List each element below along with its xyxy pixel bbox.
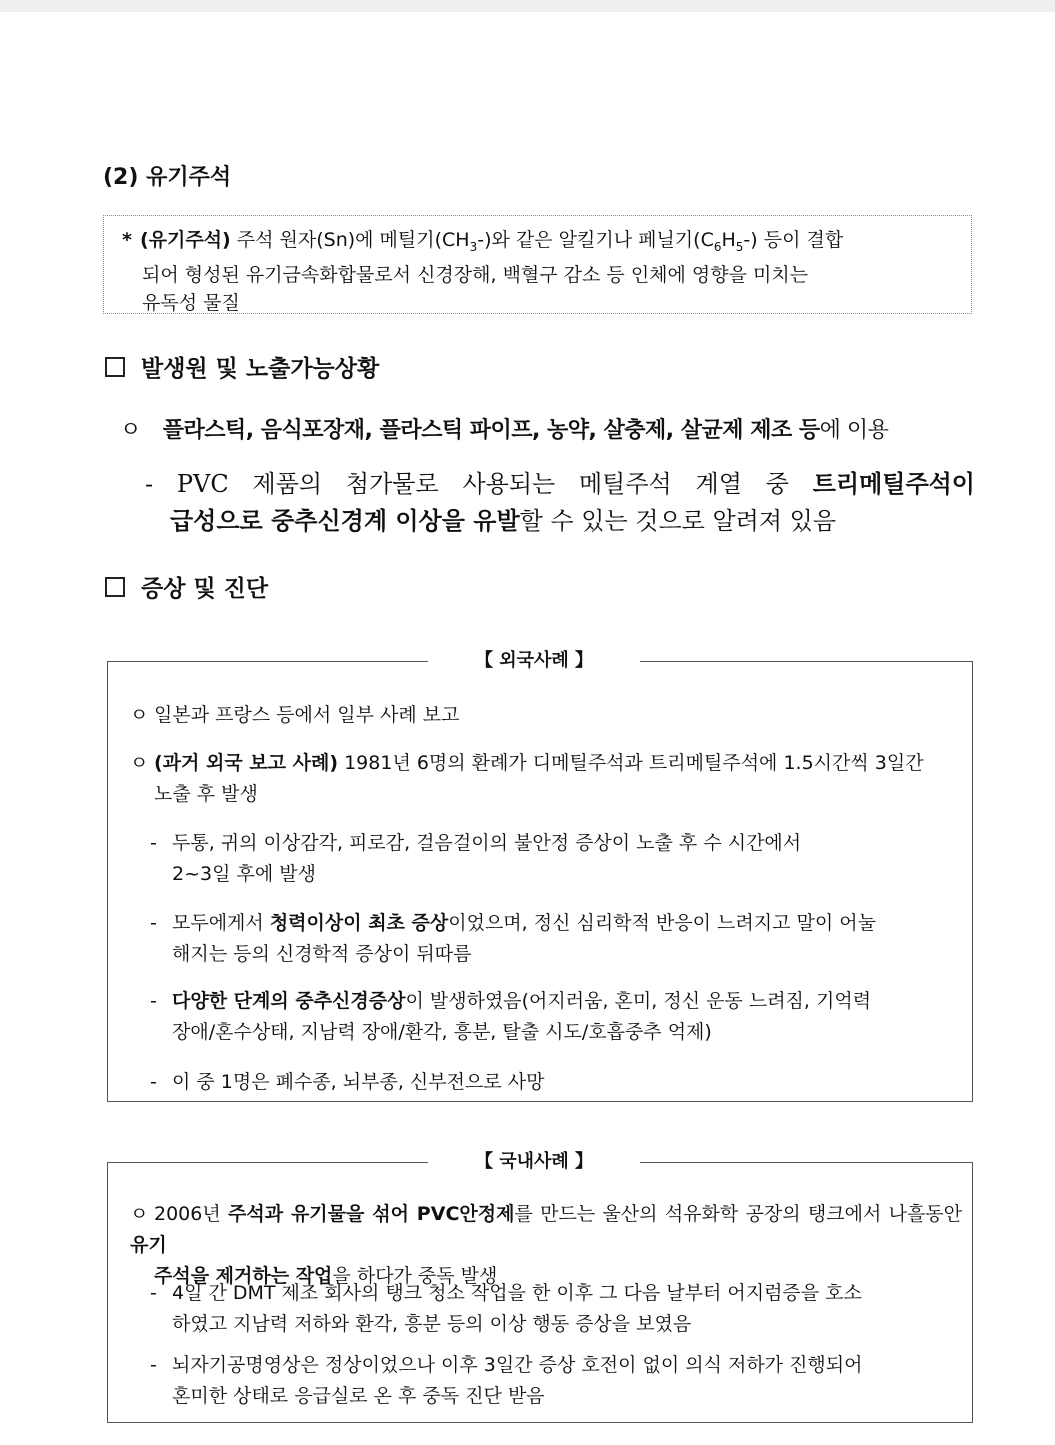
sources-dash-line-1: - PVC 제품의 첨가물로 사용되는 메틸주석 계열 중 트리메틸주석이 [145, 470, 975, 498]
domestic-dash-1: - 4일 간 DMT 제조 회사의 탱크 청소 작업을 한 이후 그 다음 날부터 어지럼증을 호소 하였고 지남력 저하와 환각, 흥분 등의 이상 행동 증상을 보였음 [150, 1282, 862, 1335]
domestic-case-label: 【 국내사례 】 [428, 1150, 640, 1174]
foreign-dash-2: - 모두에게서 청력이상이 최초 증상이었으며, 정신 심리학적 반응이 느려지고 말이 어눌 해지는 등의 신경학적 증상이 뒤따름 [150, 912, 876, 965]
foreign-dash-1: - 두통, 귀의 이상감각, 피로감, 걸음걸이의 불안정 증상이 노출 후 수 시간에서 2~3일 후에 발생 [150, 832, 802, 885]
domestic-dash-2: - 뇌자기공명영상은 정상이었으나 이후 3일간 증상 호전이 없이 의식 저하가 진행되어 혼미한 상태로 응급실로 온 후 중독 진단 받음 [150, 1354, 863, 1407]
definition-line-1: * (유기주석) 주석 원자(Sn)에 메틸기$(CH_3-)$와 같은 알킬기나 페닐기$(C_6H_5-)$ 등이 결합 [122, 229, 844, 254]
definition-term: (유기주석) [139, 229, 231, 251]
domestic-bullet-1: ㅇ 2006년 주석과 유기물을 섞어 PVC안정제를 만드는 울산의 석유화학 공장의 탱크에서 나흘동안 유기 주석을 제거하는 작업을 하다가 중독 발생 [130, 1203, 963, 1287]
sources-dash-line-2: 급성으로 중추신경계 이상을 유발할 수 있는 것으로 알려져 있음 [170, 507, 837, 535]
symptoms-heading: 증상 및 진단 [105, 570, 268, 603]
sources-heading: 발생원 및 노출가능상황 [105, 350, 379, 383]
definition-line-3: 유독성 물질 [142, 291, 240, 314]
sources-bullet: ㅇ 플라스틱, 음식포장재, 플라스틱 파이프, 농약, 살충제, 살균제 제조 등에 이용 [120, 418, 889, 443]
domestic-case-box [107, 1151, 973, 1423]
foreign-dash-3: - 다양한 단계의 중추신경증상이 발생하였음(어지러움, 혼미, 정신 운동 느려짐, 기억력 장애/혼수상태, 지남력 장애/환각, 흥분, 탈출 시도/호흡중추 억제) [150, 990, 872, 1043]
definition-line-2: 되어 형성된 유기금속화합물로서 신경장해, 백혈구 감소 등 인체에 영향을 미치는 [142, 263, 809, 286]
foreign-case-box [107, 650, 973, 1102]
sources-dash-item [145, 466, 975, 540]
foreign-case-label: 【 외국사례 】 [428, 649, 640, 673]
star-mark: * [122, 229, 132, 251]
checkbox-square-icon [105, 357, 125, 377]
section-title: (2) 유기주석 [103, 165, 232, 190]
checkbox-square-icon [105, 577, 125, 597]
top-bar [0, 0, 1055, 12]
foreign-dash-4: - 이 중 1명은 폐수종, 뇌부종, 신부전으로 사망 [150, 1071, 545, 1093]
foreign-bullet-1: ㅇ 일본과 프랑스 등에서 일부 사례 보고 [130, 704, 460, 726]
definition-box [103, 215, 972, 314]
foreign-bullet-2: ㅇ (과거 외국 보고 사례) 1981년 6명의 환례가 디메틸주석과 트리메틸주석에 1.5시간씩 3일간 노출 후 발생 [130, 752, 924, 805]
